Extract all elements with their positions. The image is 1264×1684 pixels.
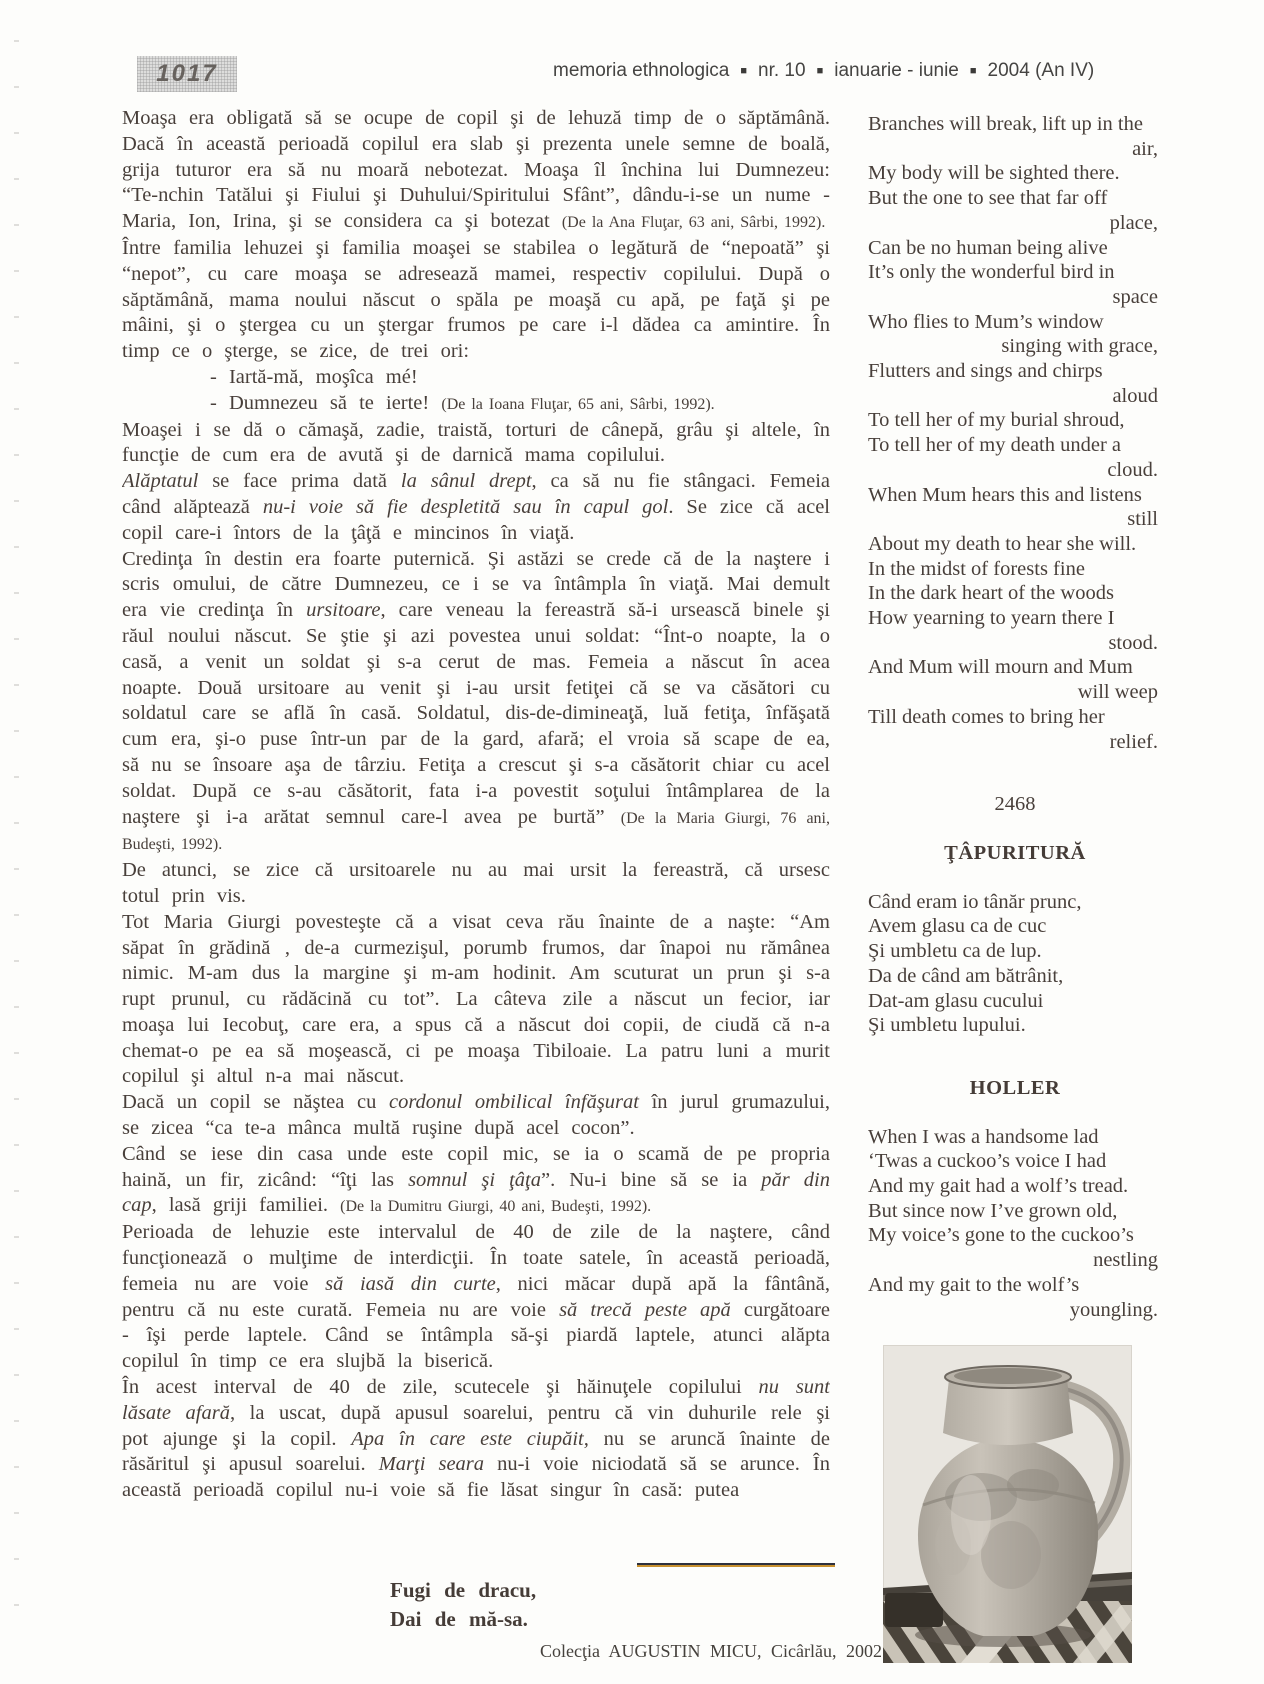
poem-line: singing with grace,: [1001, 335, 1158, 358]
paragraph: [122, 469, 830, 546]
poem-line: And my gait to the wolf’s: [868, 1273, 1080, 1296]
journal-header: [553, 60, 1113, 82]
main-paragraphs: [122, 106, 830, 1546]
text-run: ”. Nu-i bine să se ia: [540, 1168, 762, 1191]
verse-line: Fugi de dracu,: [390, 1578, 537, 1602]
poem-line: Şi umbletu lupului.: [868, 1014, 1026, 1037]
text-run: nu se aruncă înainte de răsăritul şi apusul soarelui.: [122, 1427, 830, 1476]
text-run: cordonul ombilical înfăşurat: [388, 1091, 639, 1114]
paragraph: [122, 910, 830, 1091]
text-run: păr din cap: [122, 1168, 830, 1217]
song-title: ŢÂPURITURĂ: [944, 841, 1086, 864]
poem-line: Who flies to Mum’s window: [868, 310, 1104, 333]
source-citation: (De la Dumitru Giurgi, 40 ani, Budeşti, 1992).: [340, 1198, 652, 1216]
source-citation: (De la Maria Giurgi, 76 ani, Budeşti, 1992).: [122, 809, 830, 854]
page-number: 1017: [156, 60, 218, 87]
text-run: la sânul drept: [400, 470, 532, 493]
text-run: În acest interval de 40 de zile, scutecele şi hăinuţele copilului: [122, 1376, 759, 1399]
song-number: 2468: [994, 793, 1036, 816]
text-run: , care veneau la fereastră să-i ursească binele şi răul noului născut. Se ştie şi azi povestea unui soldat: “Înt-o noapte, la o casă, a venit un soldat şi s-a cerut de mas. Femeia a născut în acea noapte. Două ursitoare au venit şi i-au ursit fetiţei că se va căsători cu soldatul care se află în casă. Soldatul, dis-de-dimineaţă, luă fetiţa, înfăşată cum era, şi-o puse într-un par de la gard, afară; el vroia să scape de ea, să nu se însoare aşa de târziu. Fetiţa a crescut şi s-a căsătorit chiar cu acel soldat. După ce s-au căsătorit, fata i-a povestit soţului întâmplarea de la naştere şi i-a arătat semnul care-l avea pe burtă”: [122, 599, 830, 828]
poem-stanza: [868, 890, 1162, 1038]
poem-line: And Mum will mourn and Mum: [868, 656, 1133, 679]
poem-line: About my death to hear she will.: [868, 532, 1137, 555]
poem-line: relief.: [1109, 730, 1158, 753]
text-run: Marţi seara: [378, 1453, 485, 1476]
poem-line: still: [1127, 508, 1158, 531]
poem-stanza: [868, 112, 1162, 754]
poem-line: aloud: [1112, 384, 1158, 407]
poem-line: nestling: [1093, 1249, 1158, 1272]
text-run: se face prima dată: [198, 470, 401, 493]
paragraph: [122, 365, 830, 391]
poem-line: And my gait had a wolf’s tread.: [868, 1175, 1129, 1198]
poem-line: Branches will break, lift up in the: [868, 113, 1143, 135]
right-column-sections: [868, 112, 1162, 1322]
collection-credit: Colecţia AUGUSTIN MICU, Cicârlău, 2002: [540, 1641, 882, 1661]
paragraph: [122, 418, 830, 470]
journal-period: ianuarie - iunie: [834, 60, 959, 81]
text-run: . Se zice că acel copil care-i întors de la ţâţă e mincinos în viaţă.: [122, 495, 830, 544]
text-run: să iasă din curte: [325, 1272, 496, 1295]
footer-rule: [637, 1563, 835, 1567]
text-run: Dacă un copil se năştea cu: [122, 1091, 389, 1114]
poem-line: space: [1112, 285, 1158, 308]
paragraph: [122, 236, 830, 365]
paragraph: [122, 1090, 830, 1142]
poem-line: In the midst of forests fine: [868, 557, 1085, 580]
paragraph: [122, 106, 830, 236]
paragraph: [122, 858, 830, 910]
text-run: Apa în care este ciupăit,: [351, 1427, 589, 1450]
paragraph: [122, 547, 830, 859]
poem-line: air,: [1132, 137, 1158, 160]
poem-line: ‘Twas a cuckoo’s voice I had: [868, 1150, 1107, 1173]
text-run: - Iartă-mă, moşîca mé!: [210, 365, 418, 388]
text-run: somnul şi ţâţa: [408, 1168, 541, 1191]
poem-line: To tell her of my death under a: [868, 434, 1122, 457]
page-number-box: [137, 56, 237, 92]
poem-line: But since now I’ve grown old,: [868, 1199, 1118, 1222]
text-run: De atunci, se zice că ursitoarele nu au mai ursit la fereastră, că ursesc totul prin vis.: [122, 859, 830, 907]
poem-line: To tell her of my burial shroud,: [868, 409, 1125, 432]
poem-line: Flutters and sings and chirps: [868, 360, 1103, 383]
text-run: , lasă griji familiei.: [151, 1194, 341, 1217]
poem-line: place,: [1109, 211, 1158, 234]
text-run: , la uscat, după apusul soarelui, pentru că vin duhurile rele şi pot ajunge şi la copil.: [122, 1401, 830, 1450]
separator-square-icon: ■: [969, 64, 977, 77]
text-run: ursitoare: [306, 599, 381, 622]
journal-issue: nr. 10: [758, 60, 806, 81]
paragraph: [122, 1375, 830, 1504]
source-citation: (De la Ioana Fluţar, 65 ani, Sârbi, 1992).: [441, 395, 715, 413]
verse-line: Dai de mă-sa.: [390, 1607, 528, 1631]
poem-line: will weep: [1077, 681, 1158, 704]
poem-line: Da de când am bătrânit,: [868, 964, 1064, 987]
journal-title: memoria ethnologica: [553, 60, 730, 81]
separator-square-icon: ■: [816, 64, 824, 77]
poem-line: My body will be sighted there.: [868, 162, 1120, 185]
poem-line: Can be no human being alive: [868, 236, 1108, 259]
poem-line: Till death comes to bring her: [868, 705, 1105, 728]
song-title: HOLLER: [969, 1076, 1061, 1099]
poem-line: How yearning to yearn there I: [868, 607, 1115, 630]
text-run: curgătoare - îşi perde laptele. Când se întâmpla să-şi piardă laptele, atunci alăpta copilul în timp ce era slujbă la biserică.: [122, 1298, 830, 1373]
paragraph: [122, 1220, 830, 1375]
text-run: - Dumnezeu să te ierte!: [210, 391, 442, 414]
text-run: Tot Maria Giurgi povesteşte că a visat ceva rău înainte de a naşte: “Am săpat în grădină , de-a curmezişul, porumb frumos, dar înapoi nu rămânea nimic. M-am dus la margine şi m-am hodinit. Am scuturat un prun şi s-a rupt prunul, cu rădăcină cu tot”. La câteva zile a născut un fecior, iar moaşa lui Iecobuţ, care era, a spus că a născut doi copii, de ciudă că n-a chemat-o pe ea să moşească, ci pe moaşa Tibiloaie. La patru luni a murit copilul şi altul n-a mai născut.: [122, 910, 830, 1088]
poem-line: Dat-am glasu cucului: [868, 989, 1044, 1012]
paragraph: [122, 391, 830, 418]
text-run: Alăptatul: [122, 470, 199, 493]
text-run: în jurul grumazului, se zicea “ca te-a mânca multă ruşine după acel cocon”.: [122, 1091, 830, 1140]
text-run: Între familia lehuzei şi familia moaşei se stabilea o legătură de “nepoată” şi “nepot”, cu care moaşa se adresează mamei, respectiv copilului. După o săptămână, mama noului născut o spăla pe moaşă cu apă, pe faţă şi pe mâini, şi o ştergea cu un ştergar frumos pe care i-l dădea ca amintire. În timp ce o şterge, se zice, de trei ori:: [122, 236, 830, 363]
source-citation: (De la Ana Fluţar, 63 ani, Sârbi, 1992).: [561, 214, 826, 232]
text-run: Moaşei i se dă o cămaşă, zadie, traistă, torturi de cânepă, grâu şi altele, în funcţie de cum era de avută şi de darnică mama copilului.: [122, 418, 830, 467]
text-run: Moaşa era obligată să se ocupe de copil şi de lehuză timp de o săptămână. Dacă în această perioadă copilul era slab şi prezenta unele semne de boală, grija tuturor era să nu moară nebotezat. Moaşa îl închina lui Dumnezeu: “Te-nchin Tatălui şi Fiului şi Duhului/Spiritului Sfânt”, dându-i-se un nume - Maria, Ion, Irina, şi se considera ca şi botezat: [122, 107, 830, 233]
poem-line: But the one to see that far off: [868, 187, 1108, 210]
poem-line: Când eram io tânăr prunc,: [868, 890, 1082, 913]
text-run: să trecă peste apă: [559, 1298, 731, 1321]
jug-photo: [883, 1345, 1132, 1663]
text-run: nu sunt lăsate afară: [122, 1376, 830, 1424]
poem-line: youngling.: [1069, 1298, 1158, 1321]
poem-line: My voice’s gone to the cuckoo’s: [868, 1224, 1134, 1247]
poem-line: In the dark heart of the woods: [868, 582, 1114, 605]
text-run: Perioada de lehuzie este intervalul de 40 de zile de la naştere, când funcţionează o mulţime de interdicţii. În toate satele, în această perioadă, femeia nu are voie: [122, 1221, 830, 1295]
text-run: nu-i voie să fie despletită sau în capul gol: [262, 495, 669, 518]
poem-line: When Mum hears this and listens: [868, 483, 1142, 506]
text-run: Când se iese din casa unde este copil mic, se ia o scamă de pe propria haină, un fir, zicând: “îţi las: [122, 1142, 830, 1191]
poem-line: stood.: [1108, 631, 1158, 654]
footer-verse: [390, 1576, 536, 1634]
text-run: , ca să nu fie stângaci. Femeia când alăptează: [122, 470, 830, 518]
poem-line: Avem glasu ca de cuc: [868, 915, 1047, 938]
text-run: Credinţa în destin era foarte puternică. Şi astăzi se crede că de la naştere i scris omului, de către Dumnezeu, ce i se va întâmpla în viaţă. Mai demult era vie credinţa în: [122, 547, 830, 622]
paragraph: [122, 1142, 830, 1220]
separator-square-icon: ■: [740, 64, 748, 77]
poem-line: When I was a handsome lad: [868, 1125, 1099, 1148]
text-run: , nici măcar după apă la fântână, pentru că nu este curată. Femeia nu are voie: [122, 1272, 830, 1321]
poem-line: Şi umbletu ca de lup.: [868, 940, 1042, 963]
journal-year: 2004 (An IV): [987, 60, 1095, 81]
poem-stanza: [868, 1125, 1162, 1323]
poem-line: cloud.: [1107, 458, 1158, 481]
scan-edge-speckle: [14, 40, 19, 1610]
poem-line: It’s only the wonderful bird in: [868, 261, 1115, 284]
text-run: nu-i voie niciodată să se arunce. În această perioadă copilul nu-i voie să fie lăsat singur în casă: putea: [122, 1453, 830, 1502]
